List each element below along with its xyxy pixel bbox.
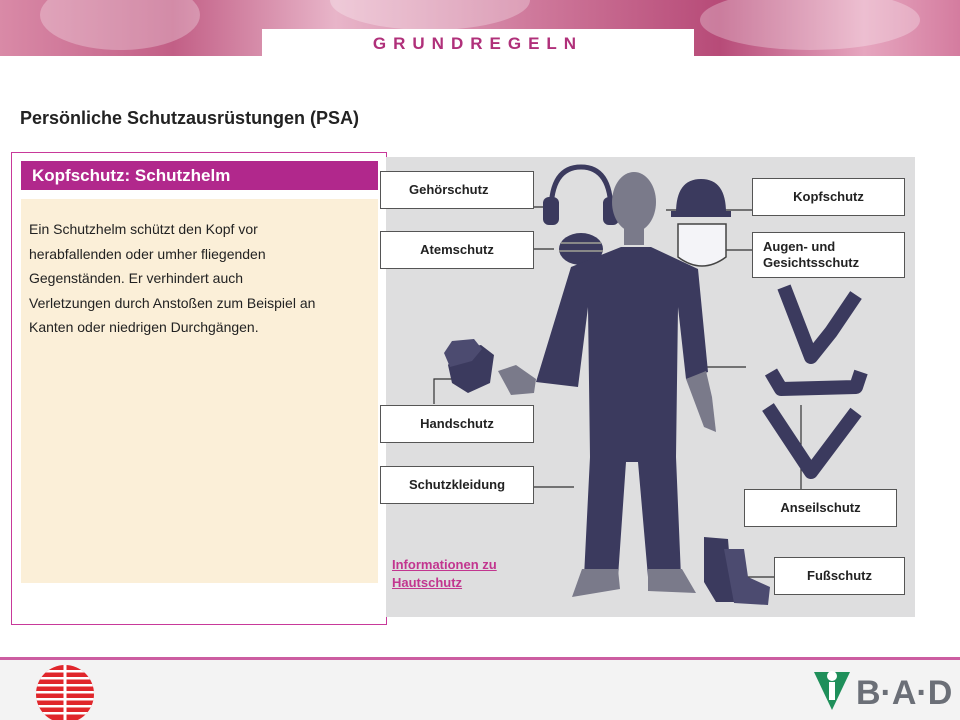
helmet-icon	[671, 179, 731, 217]
label-line: Augen- und	[763, 239, 836, 254]
banner-decoration	[330, 0, 530, 30]
gloves-icon	[444, 339, 494, 393]
link-line: Hautschutz	[392, 575, 463, 590]
ear-muffs-icon	[543, 167, 619, 225]
label-atemschutz[interactable]: Atemschutz	[380, 231, 534, 269]
panel-text-line: Kanten oder niedrigen Durchgängen.	[29, 319, 259, 335]
boots-icon	[704, 537, 770, 605]
label-handschutz[interactable]: Handschutz	[380, 405, 534, 443]
panel-title: Kopfschutz: Schutzhelm	[21, 161, 378, 190]
page-title: Persönliche Schutzausrüstungen (PSA)	[20, 108, 360, 128]
label-gehoerschutz[interactable]: Gehörschutz	[380, 171, 534, 209]
link-line: Informationen zu	[392, 557, 497, 572]
info-panel	[11, 152, 387, 625]
label-anseilschutz[interactable]: Anseilschutz	[744, 489, 897, 527]
ppe-illustration	[386, 157, 915, 617]
face-shield-icon	[678, 224, 726, 266]
panel-text-line: Verletzungen durch Anstoßen zum Beispiel an	[29, 294, 316, 311]
label-schutzkleidung[interactable]: Schutzkleidung	[380, 466, 534, 504]
bare-hand	[498, 365, 536, 395]
panel-text-line: Gegenständen. Er verhindert auch	[29, 270, 244, 286]
bare-foot	[572, 569, 620, 597]
footer	[0, 660, 960, 720]
bare-foot	[648, 569, 696, 593]
hautschutz-link[interactable]	[392, 556, 497, 592]
section-label: GRUNDREGELN	[262, 29, 694, 56]
panel-text-line: Ein Schutzhelm schützt den Kopf vor	[29, 221, 258, 237]
banner-decoration	[40, 0, 200, 50]
ppe-diagram	[386, 157, 915, 617]
bad-logo-icon	[810, 666, 953, 716]
left-logo-icon	[34, 660, 96, 720]
banner-decoration	[700, 0, 920, 50]
label-fussschutz[interactable]: Fußschutz	[774, 557, 905, 595]
bad-logo-text: B·A·D	[856, 674, 953, 712]
label-kopfschutz[interactable]: Kopfschutz	[752, 178, 905, 216]
harness-icon	[768, 287, 861, 472]
label-augen-gesichtsschutz[interactable]	[752, 232, 905, 278]
panel-body	[21, 199, 378, 583]
panel-text-line: herabfallenden oder umher fliegenden	[29, 245, 266, 262]
bare-hand	[686, 371, 716, 432]
label-line: Gesichtsschutz	[763, 255, 860, 270]
header-banner	[0, 0, 960, 56]
